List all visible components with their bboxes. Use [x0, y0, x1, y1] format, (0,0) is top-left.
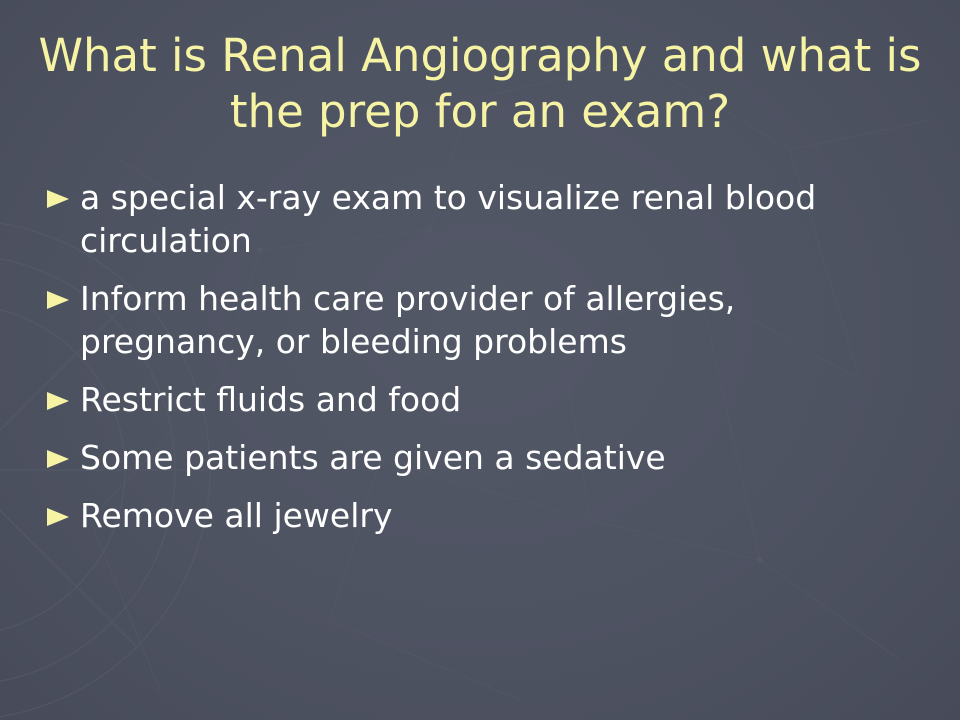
triangle-right-icon	[47, 450, 69, 468]
list-item	[47, 277, 927, 363]
triangle-right-icon	[47, 508, 69, 526]
triangle-right-icon	[47, 190, 69, 208]
list-item	[47, 378, 927, 421]
list-item	[47, 176, 927, 262]
bullet-list	[47, 176, 927, 552]
bullet-text: Inform health care provider of allergies, pregnancy, or bleeding problems	[80, 279, 736, 361]
bullet-text: Restrict fluids and food	[80, 380, 462, 419]
bullet-text: Remove all jewelry	[80, 496, 393, 535]
triangle-right-icon	[47, 291, 69, 309]
triangle-right-icon	[47, 392, 69, 410]
list-item	[47, 494, 927, 537]
bullet-text: Some patients are given a sedative	[80, 438, 666, 477]
list-item	[47, 436, 927, 479]
bullet-text: a special x-ray exam to visualize renal blood circulation	[80, 178, 817, 260]
slide-title: What is Renal Angiography and what is the prep for an exam?	[38, 29, 922, 138]
